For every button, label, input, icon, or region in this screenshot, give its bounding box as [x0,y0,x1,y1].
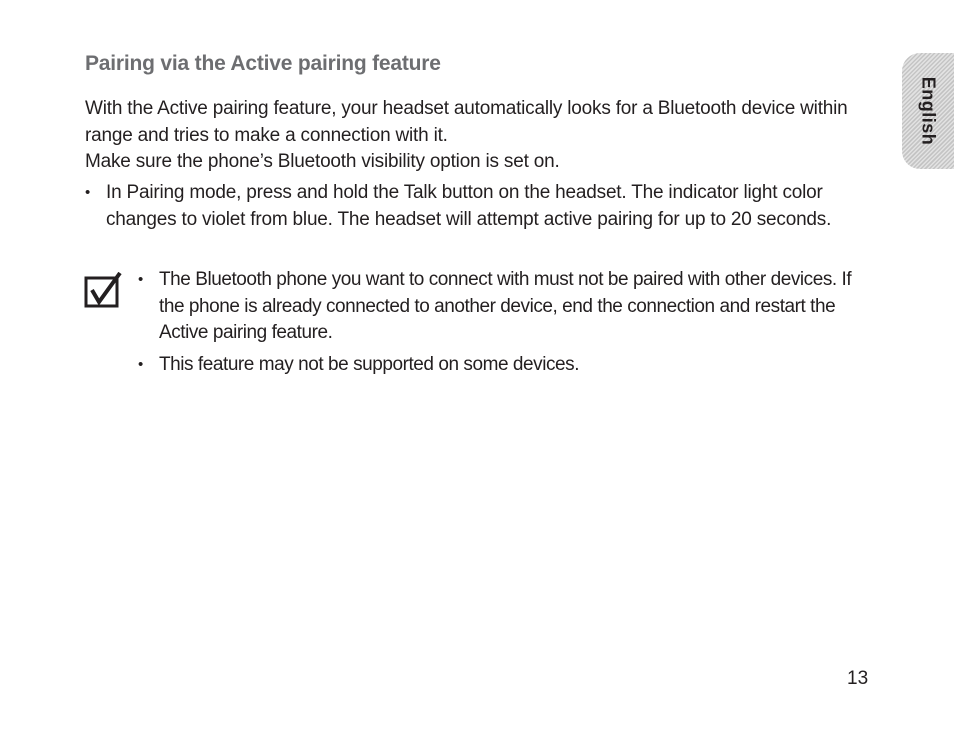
bullet-icon: • [138,355,143,373]
language-tab [902,53,954,169]
note-text: The Bluetooth phone you want to connect with must not be paired with other devices. If the phone is already connected to another device, end the connection and restart the Active pairing feature. [159,269,852,343]
note-list [138,267,868,383]
instruction-text: In Pairing mode, press and hold the Talk button on the headset. The indicator light color changes to violet from blue. The headset will attempt active pairing for up to 20 seconds. [106,182,832,230]
section-heading: Pairing via the Active pairing feature [85,52,441,75]
note-text: This feature may not be supported on some devices. [159,353,580,375]
note-item [138,267,868,347]
instruction-list [85,180,865,233]
intro-text [85,96,865,176]
instruction-item [85,180,865,233]
intro-paragraph: Make sure the phone’s Bluetooth visibility option is set on. [85,151,560,172]
note-item [138,352,868,379]
bullet-icon: • [85,184,91,201]
page-number: 13 [847,668,869,689]
language-label: English [918,76,939,146]
checkbox-check-icon [84,272,122,308]
bullet-icon: • [138,271,143,288]
intro-paragraph: With the Active pairing feature, your headset automatically looks for a Bluetooth device within range and tries to make a connection with it. [85,98,848,146]
